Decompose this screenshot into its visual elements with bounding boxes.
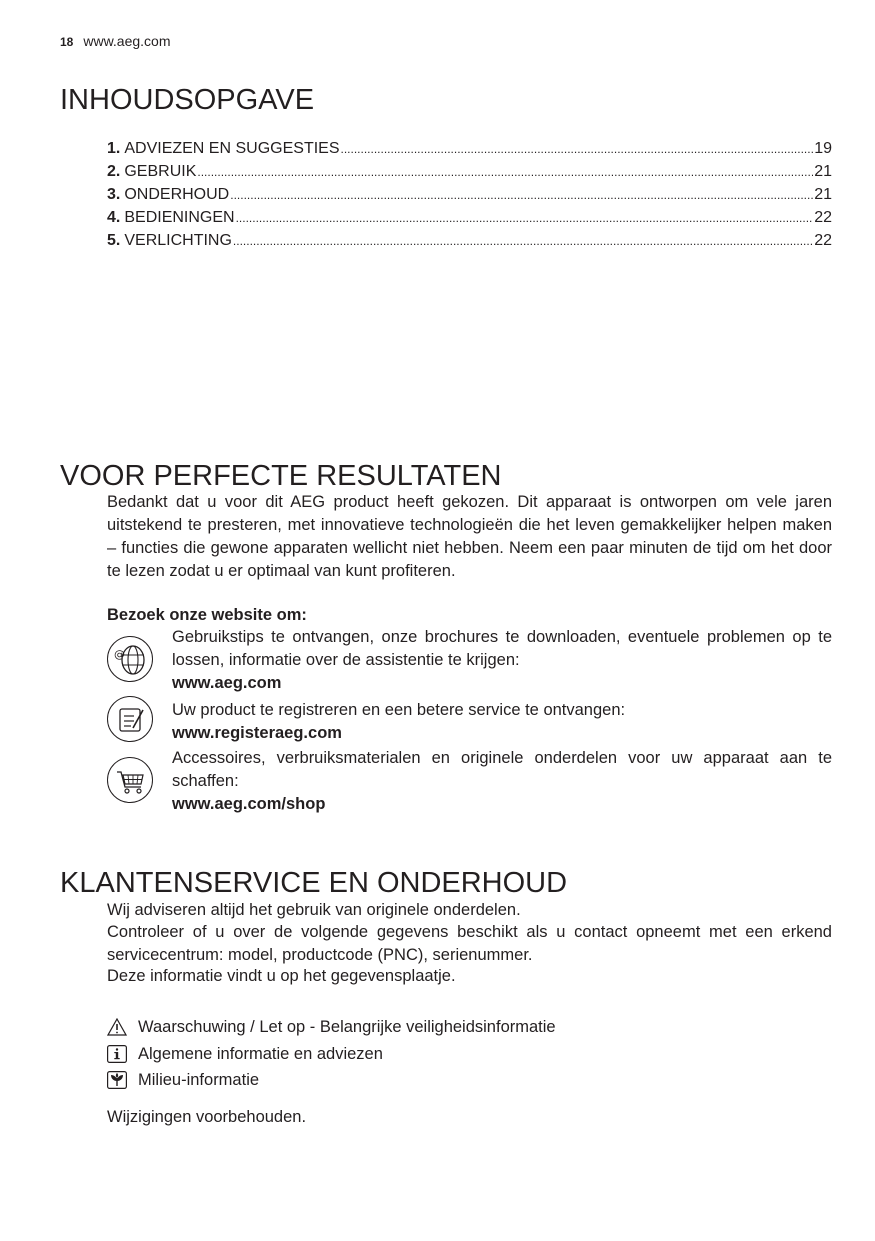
globe-at-icon — [107, 636, 153, 682]
toc-leader — [197, 160, 813, 184]
page-number: 18 — [60, 35, 74, 49]
shopping-cart-icon — [107, 757, 153, 803]
toc-leader — [236, 206, 814, 230]
toc-entry-label: GEBRUIK — [124, 163, 197, 180]
toc-entry-page: 21 — [814, 186, 832, 203]
intro-paragraph: Bedankt dat u voor dit AEG product heeft gekozen. Dit apparaat is ontworpen om vele jaren uitstekend te presteren, met innovatieve technologieën die het leven gemakkelijker helpen maken – functies die gewone apparaten wellicht niet hebben. Neem een paar minuten de tijd om het door te lezen zodat u er optimaal van kunt profiteren. — [107, 493, 832, 580]
website-item-shop — [107, 747, 832, 817]
service-line-2: Controleer of u over de volgende gegevens beschikt als u contact opneemt met een erkend servicecentrum: model, productcode (PNC), serienummer. — [107, 923, 832, 964]
website-item-text: Uw product te registreren en een betere service te ontvangen: www.registeraeg.com — [172, 699, 832, 745]
toc-entry-label: ONDERHOUD — [124, 186, 230, 203]
svg-text:@: @ — [114, 648, 125, 661]
environment-icon — [107, 1071, 127, 1089]
toc-entry[interactable] — [107, 183, 832, 206]
toc-entry-label: ADVIEZEN EN SUGGESTIES — [124, 140, 340, 157]
toc-entry-page: 22 — [814, 232, 832, 249]
toc-leader — [230, 183, 813, 207]
table-of-contents — [107, 137, 832, 252]
toc-entry-number: 3. — [107, 186, 121, 203]
toc-entry[interactable] — [107, 206, 832, 229]
toc-entry[interactable] — [107, 160, 832, 183]
toc-entry[interactable] — [107, 137, 832, 160]
service-line-1: Wij adviseren altijd het gebruik van originele onderdelen. — [107, 901, 521, 919]
warning-icon — [107, 1018, 127, 1036]
perfect-results-title: VOOR PERFECTE RESULTATEN — [60, 460, 502, 492]
register-form-icon — [107, 696, 153, 742]
info-icon — [107, 1045, 127, 1063]
toc-entry-label: BEDIENINGEN — [124, 209, 235, 226]
toc-entry-number: 1. — [107, 140, 121, 157]
toc-leader — [233, 229, 813, 253]
website-link[interactable]: www.aeg.com — [172, 674, 282, 692]
toc-entry-label: VERLICHTING — [124, 232, 232, 249]
toc-entry-page: 21 — [814, 163, 832, 180]
toc-leader — [341, 137, 814, 161]
toc-entry-page: 19 — [814, 140, 832, 157]
toc-title: INHOUDSOPGAVE — [60, 84, 315, 116]
toc-entry-page: 22 — [814, 209, 832, 226]
website-item-text: Gebruikstips te ontvangen, onze brochures te downloaden, eventuele problemen op te lossen, informatie over de assistentie te krijgen: www.aeg.com — [172, 626, 832, 695]
service-line-3: Deze informatie vindt u op het gegevensplaatje. — [107, 967, 456, 985]
website-item-register — [107, 696, 832, 746]
website-link[interactable]: www.registeraeg.com — [172, 724, 342, 742]
footer-note: Wijzigingen voorbehouden. — [107, 1108, 307, 1126]
website-item-text: Accessoires, verbruiksmaterialen en originele onderdelen voor uw apparaat aan te schaffen: www.aeg.com/shop — [172, 747, 832, 816]
website-link[interactable]: www.aeg.com/shop — [172, 795, 326, 813]
website-item-tips — [107, 626, 832, 692]
header-site[interactable]: www.aeg.com — [83, 33, 171, 49]
page-header — [60, 33, 171, 49]
toc-entry-number: 4. — [107, 209, 121, 226]
toc-entry-number: 5. — [107, 232, 121, 249]
toc-entry[interactable] — [107, 229, 832, 252]
toc-entry-number: 2. — [107, 163, 121, 180]
visit-label: Bezoek onze website om: — [107, 606, 307, 624]
service-title: KLANTENSERVICE EN ONDERHOUD — [60, 867, 568, 899]
